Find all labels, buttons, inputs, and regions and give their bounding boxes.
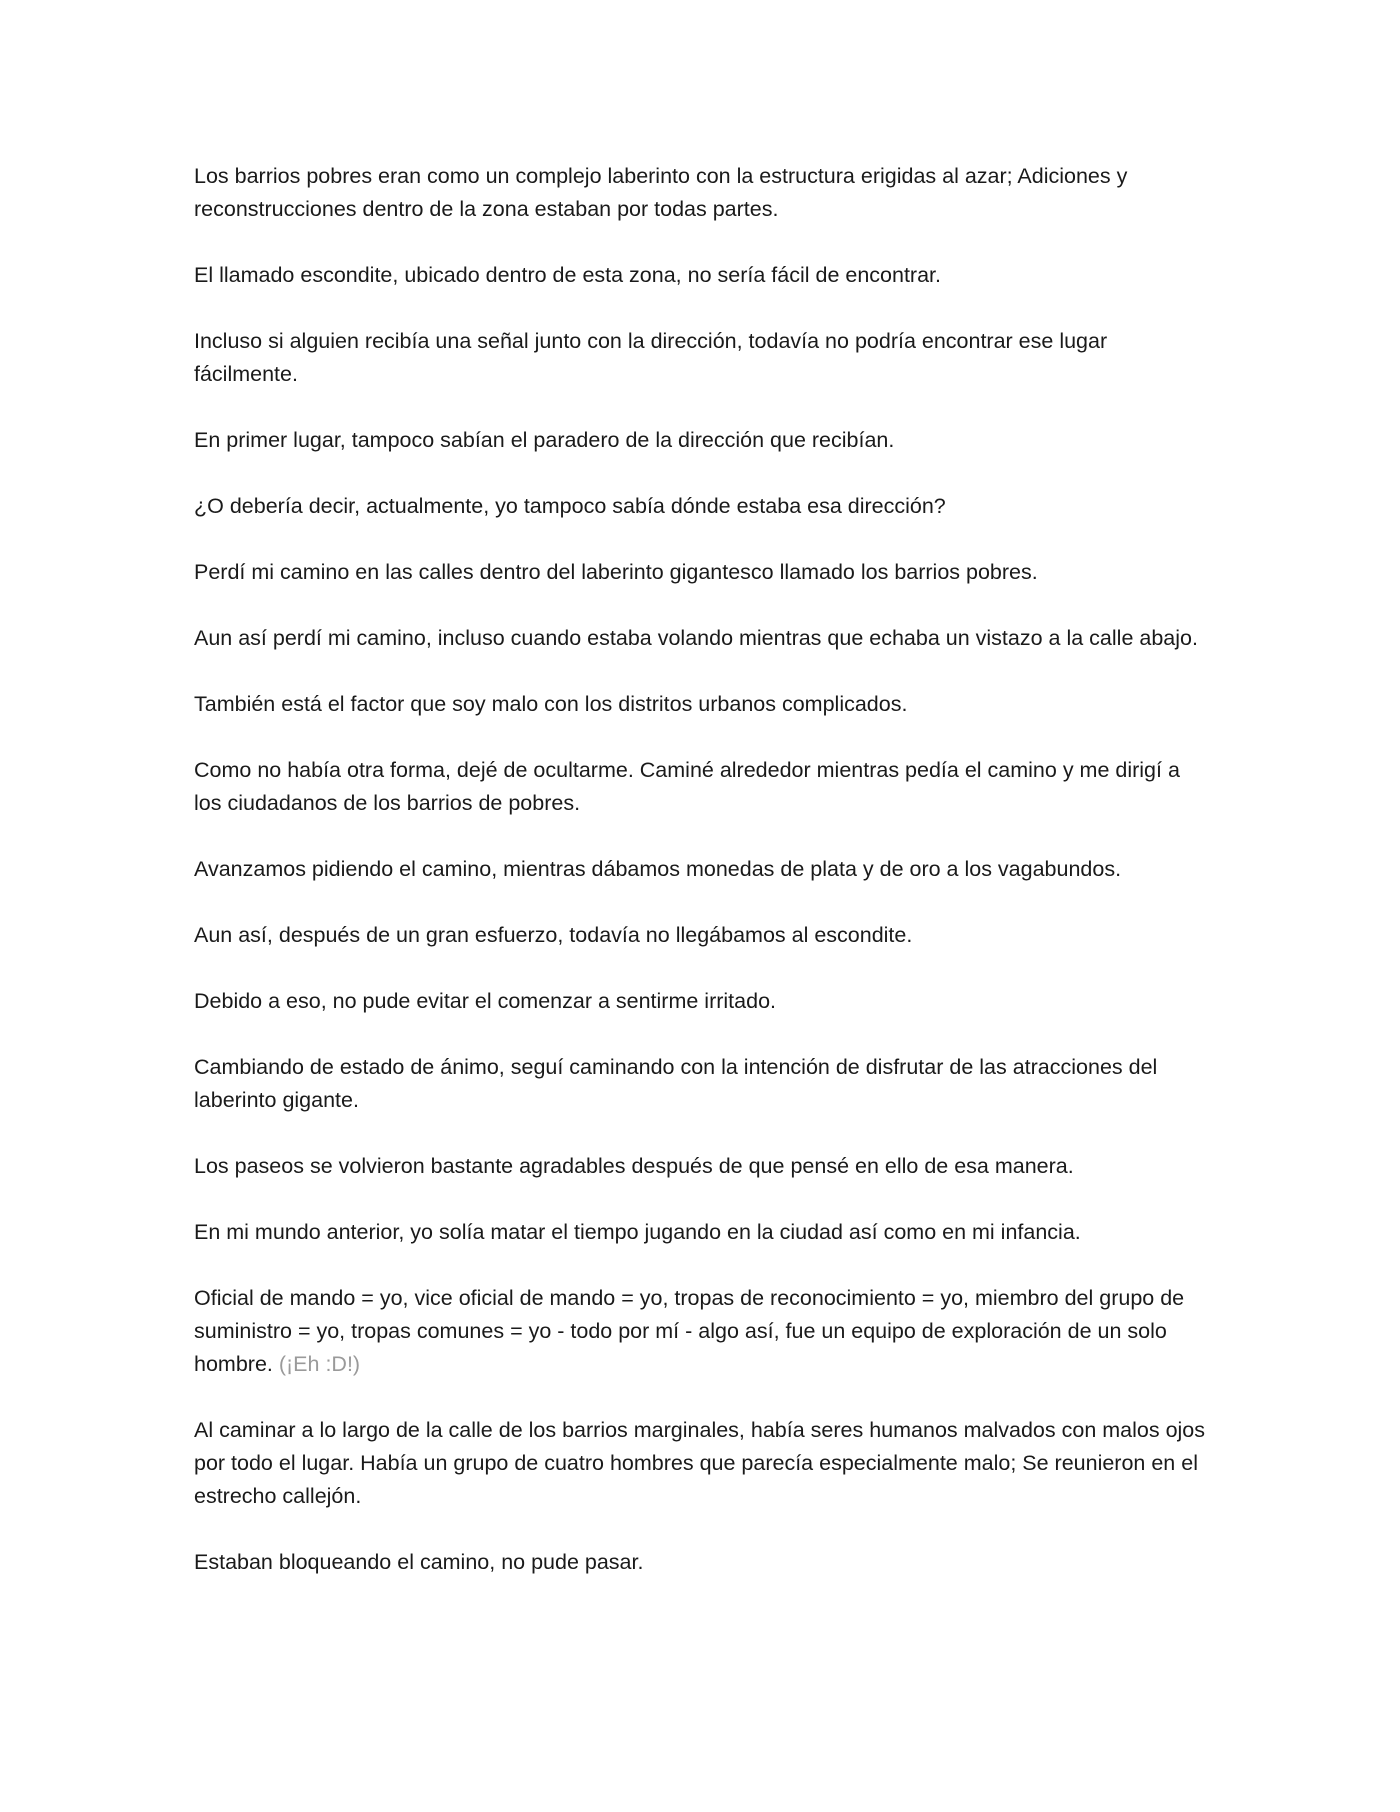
- paragraph-6: Perdí mi camino en las calles dentro del laberinto gigantesco llamado los barrios pobres.: [194, 560, 1038, 584]
- paragraph-14: Los paseos se volvieron bastante agradables después de que pensé en ello de esa manera.: [194, 1154, 1074, 1178]
- paragraph-15: En mi mundo anterior, yo solía matar el tiempo jugando en la ciudad así como en mi infancia.: [194, 1220, 1081, 1244]
- paragraph-16: [194, 1282, 1210, 1381]
- paragraph-11: Aun así, después de un gran esfuerzo, todavía no llegábamos al escondite.: [194, 923, 913, 947]
- paragraph-1: Los barrios pobres eran como un complejo laberinto con la estructura erigidas al azar; Adiciones y reconstrucciones dentro de la zona estaban por todas partes.: [194, 164, 1128, 221]
- paragraph-16-text: Oficial de mando = yo, vice oficial de mando = yo, tropas de reconocimiento = yo, miembro del grupo de suministro = yo, tropas comunes = yo - todo por mí - algo así, fue un equipo de exploración de un solo hombre.: [194, 1286, 1185, 1376]
- paragraph-18: Estaban bloqueando el camino, no pude pasar.: [194, 1550, 644, 1574]
- paragraph-5: ¿O debería decir, actualmente, yo tampoco sabía dónde estaba esa dirección?: [194, 494, 946, 518]
- document-body: [194, 160, 1210, 1612]
- paragraph-2: El llamado escondite, ubicado dentro de esta zona, no sería fácil de encontrar.: [194, 263, 941, 287]
- paragraph-13: Cambiando de estado de ánimo, seguí caminando con la intención de disfrutar de las atracciones del laberinto gigante.: [194, 1055, 1158, 1112]
- paragraph-16-aside: (¡Eh :D!): [278, 1352, 361, 1376]
- paragraph-3: Incluso si alguien recibía una señal junto con la dirección, todavía no podría encontrar ese lugar fácilmente.: [194, 329, 1108, 386]
- paragraph-7: Aun así perdí mi camino, incluso cuando estaba volando mientras que echaba un vistazo a la calle abajo.: [194, 626, 1198, 650]
- paragraph-12: Debido a eso, no pude evitar el comenzar a sentirme irritado.: [194, 989, 777, 1013]
- paragraph-9: Como no había otra forma, dejé de ocultarme. Caminé alrededor mientras pedía el camino y me dirigí a los ciudadanos de los barrios de pobres.: [194, 758, 1180, 815]
- paragraph-8: También está el factor que soy malo con los distritos urbanos complicados.: [194, 692, 908, 716]
- paragraph-17: Al caminar a lo largo de la calle de los barrios marginales, había seres humanos malvados con malos ojos por todo el lugar. Había un grupo de cuatro hombres que parecía especialmente malo; Se reunieron en el estrecho callejón.: [194, 1418, 1206, 1508]
- paragraph-4: En primer lugar, tampoco sabían el paradero de la dirección que recibían.: [194, 428, 895, 452]
- paragraph-10: Avanzamos pidiendo el camino, mientras dábamos monedas de plata y de oro a los vagabundos.: [194, 857, 1122, 881]
